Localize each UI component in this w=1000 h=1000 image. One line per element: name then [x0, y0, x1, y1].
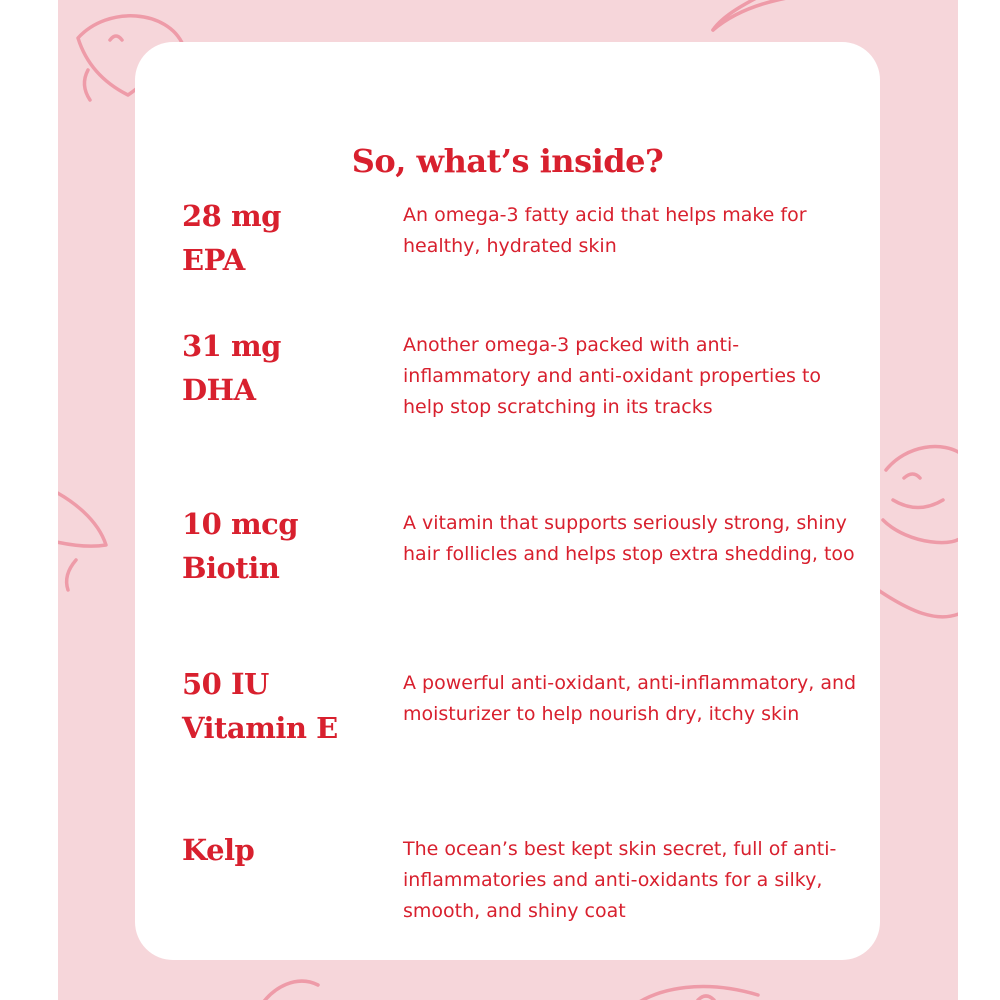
ingredient-description: A powerful anti-oxidant, anti-inflammatory, and moisturizer to help nourish dry, itchy skin	[403, 672, 857, 725]
ingredient-label	[182, 194, 392, 282]
ingredient-name: EPA	[182, 243, 245, 277]
ingredient-name: DHA	[182, 373, 256, 407]
fish-icon	[713, 0, 848, 30]
fish-icon	[258, 981, 318, 1000]
ingredient-label	[182, 502, 392, 590]
ingredient-name: Vitamin E	[182, 711, 338, 745]
ingredient-amount: 10 mcg	[182, 507, 299, 541]
fish-icon	[628, 987, 758, 1000]
page-title: So, what’s inside?	[351, 142, 664, 180]
fish-icon	[878, 447, 958, 617]
ingredient-label	[182, 662, 392, 750]
ingredient-amount: 28 mg	[182, 199, 281, 233]
ingredient-description: A vitamin that supports seriously strong, shiny hair follicles and helps stop extra shedding, too	[403, 512, 855, 565]
ingredient-description: The ocean’s best kept skin secret, full of anti-inflammatories and anti-oxidants for a silky, smooth, and shiny coat	[403, 838, 837, 922]
ingredients-card	[135, 42, 880, 960]
ingredient-label	[182, 324, 392, 412]
fish-icon	[58, 488, 106, 590]
ingredient-description: Another omega-3 packed with anti-inflammatory and anti-oxidant properties to help stop scratching in its tracks	[403, 334, 822, 418]
ingredient-label	[182, 828, 392, 872]
ingredient-name: Kelp	[182, 833, 255, 867]
ingredient-amount: 31 mg	[182, 329, 281, 363]
ingredient-name: Biotin	[182, 551, 280, 585]
ingredient-description: An omega-3 fatty acid that helps make for healthy, hydrated skin	[403, 204, 807, 257]
ingredient-amount: 50 IU	[182, 667, 269, 701]
